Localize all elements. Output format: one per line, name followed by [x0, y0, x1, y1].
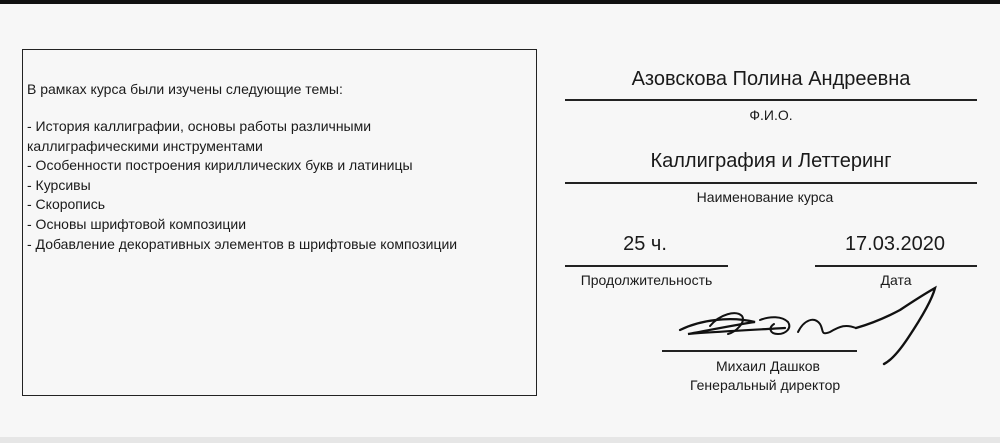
- topic-item: - Особенности построения кириллических букв и латиницы: [27, 157, 413, 174]
- course-name-caption: Наименование курса: [696, 189, 834, 205]
- topic-item: каллиграфическими инструментами: [27, 137, 263, 154]
- top-border: [0, 0, 1000, 4]
- date-caption: Дата: [880, 272, 912, 288]
- handwritten-signature: [670, 280, 950, 370]
- topic-item: - История каллиграфии, основы работы различными: [27, 118, 372, 134]
- course-name-line: [565, 182, 977, 184]
- signer-name: Михаил Дашков: [716, 358, 820, 374]
- topic-item: - Основы шрифтовой композиции: [27, 215, 247, 232]
- bottom-strip: [0, 437, 1000, 443]
- full-name-line: [565, 99, 977, 101]
- topic-item: - Добавление декоративных элементов в шрифтовые композиции: [27, 235, 458, 252]
- topic-item: - Курсивы: [27, 176, 91, 193]
- duration-value: 25 ч.: [623, 233, 667, 255]
- full-name-caption: Ф.И.О.: [749, 107, 793, 123]
- signer-title: Генеральный директор: [690, 377, 841, 393]
- full-name-value: Азовскова Полина Андреевна: [631, 68, 911, 90]
- topic-item: - Скоропись: [27, 196, 105, 213]
- duration-line: [565, 265, 728, 267]
- topics-list: [27, 117, 457, 254]
- date-value: 17.03.2020: [844, 233, 946, 255]
- course-name-value: Каллиграфия и Леттеринг: [650, 150, 892, 172]
- duration-caption: Продолжительность: [580, 272, 713, 288]
- date-line: [815, 265, 977, 267]
- topics-intro: В рамках курса были изучены следующие темы:: [27, 81, 343, 97]
